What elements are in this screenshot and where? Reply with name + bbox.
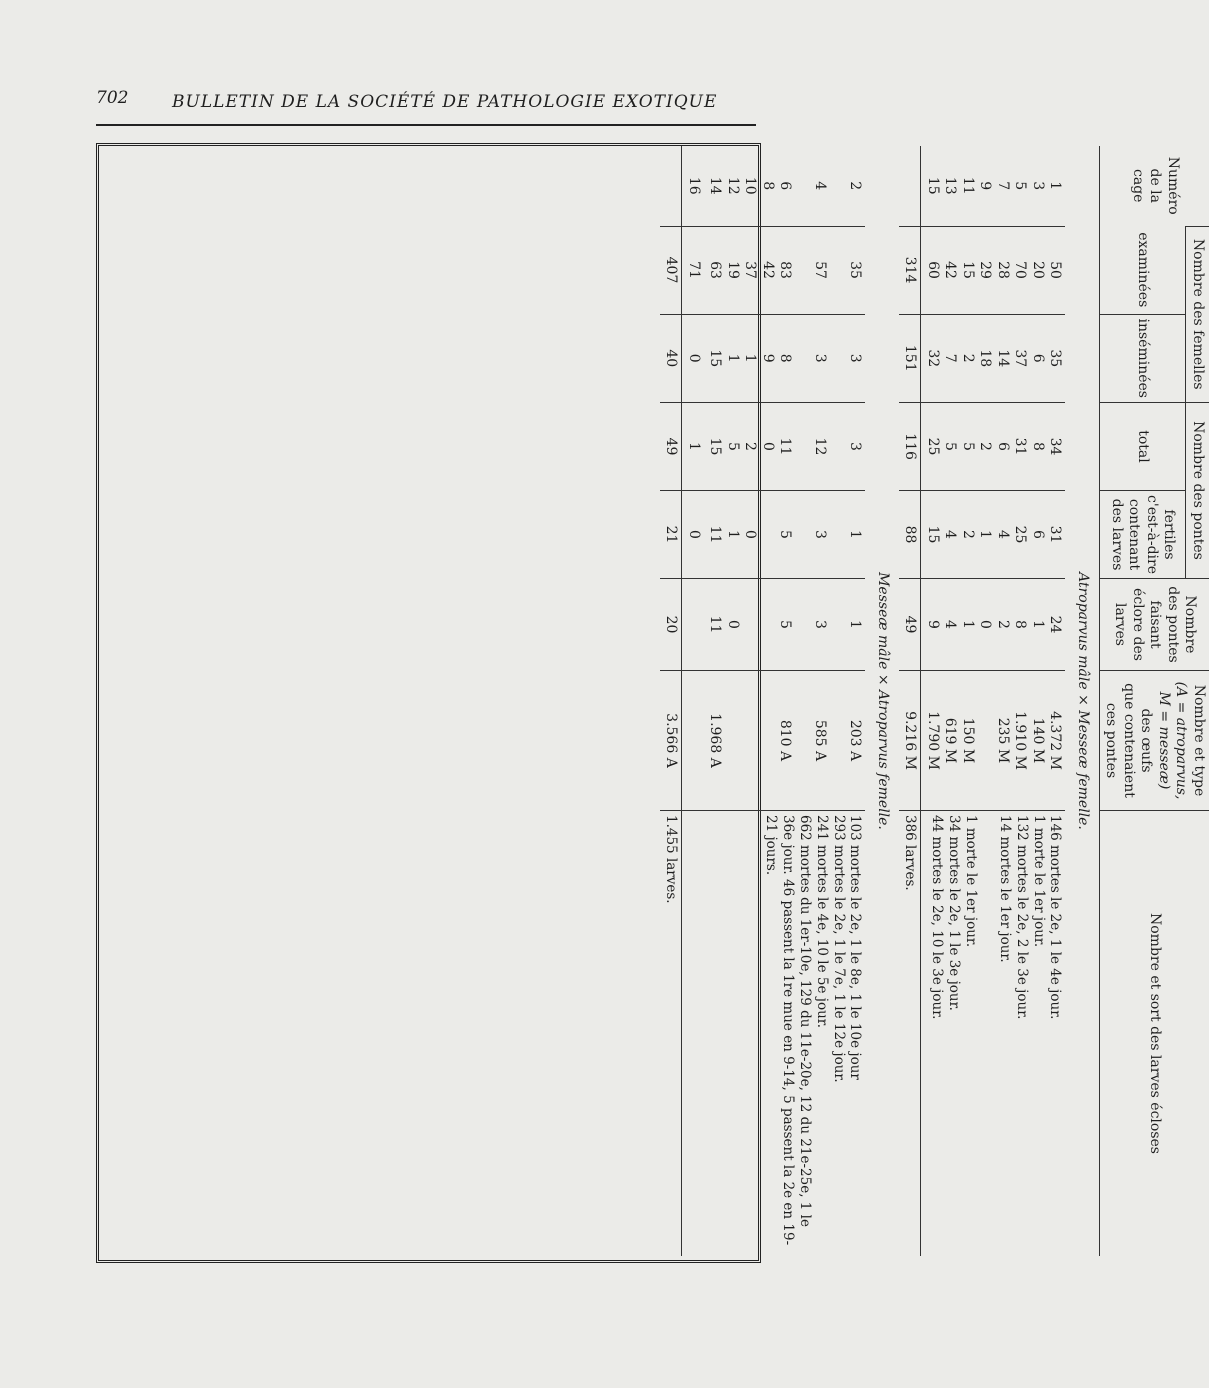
section2-oeufs-value <box>724 675 742 806</box>
section1-fertiles-value: 4 <box>942 530 959 539</box>
section1-larves-note <box>979 815 996 1252</box>
section2-inseminees-value: 3 <box>812 353 829 363</box>
section2-sum-larves: 1.455 larves. <box>660 811 682 1257</box>
section1-eclore-value: 4 <box>942 620 959 629</box>
section2-examinees-value: 19 <box>725 261 741 279</box>
section2-oeufs-value <box>759 675 777 806</box>
header-larves: Nombre et sort des larves écloses <box>1100 811 1209 1257</box>
section2-fertiles-value: 5 <box>777 530 794 539</box>
section1-larves-note: 34 mortes le 2e, 1 le 3e jour. <box>946 815 963 1011</box>
header-cage: Numéro de la cage <box>1100 146 1209 226</box>
section2-eclore-value: 3 <box>812 620 829 629</box>
section2-examinees-value: 57 <box>812 261 829 279</box>
section2-cage: 10 <box>742 176 759 195</box>
header-eclore: Nombre des pontes faisant éclore des larves <box>1100 579 1209 671</box>
section1-inseminees-value: 35 <box>1047 349 1064 368</box>
section1-oeufs-value: 1.790 M <box>925 711 941 770</box>
section2-cage: 14 <box>707 176 724 195</box>
header-examinees: examinées <box>1100 226 1186 314</box>
header-oeufs-line-3: M = messeæ) <box>1156 691 1172 790</box>
section1-total-value: 31 <box>1012 437 1029 456</box>
section1-oeufs-cell <box>921 671 1066 811</box>
section2-oeufs-value <box>741 675 759 806</box>
section2-sum-eclore: 20 <box>660 579 682 671</box>
section1-inseminees-value: 14 <box>995 349 1011 368</box>
section1-examinees-value: 29 <box>977 261 994 279</box>
section2-examinees-value: 63 <box>707 261 724 279</box>
header-oeufs-line-5: que contenaient <box>1121 683 1137 798</box>
section2-inseminees-cell <box>704 314 866 403</box>
section2-examinees-value: 35 <box>847 261 864 279</box>
section1-eclore-value: 0 <box>977 620 994 629</box>
section2-row16-cage: 16 <box>686 176 702 195</box>
section2-fertiles-value: 1 <box>725 530 741 539</box>
section2-title-row <box>866 146 900 1256</box>
section1-cages-cell <box>921 146 1066 226</box>
header-inseminees: inséminées <box>1100 314 1186 403</box>
section1-sum-examinees: 314 <box>899 226 921 314</box>
section2-eclore-value: 11 <box>707 615 724 634</box>
section1-examinees-value: 15 <box>960 261 976 279</box>
section1-larves-note: 146 mortes le 2e, 1 le 4e jour. <box>1047 815 1064 1020</box>
header-pontes: Nombre des pontes <box>1185 403 1209 579</box>
section1-fertiles-cell <box>921 491 1066 579</box>
section1-fertiles-value: 15 <box>925 525 941 544</box>
section1-fertiles-value: 2 <box>960 530 976 539</box>
section2-total-value: 2 <box>742 442 759 451</box>
section2-cage: 8 <box>760 181 776 191</box>
section2-cages-cell <box>704 146 866 226</box>
section2-title: Messeæ mâle × Atroparvus femelle. <box>875 572 891 830</box>
section2-larves-note: 103 mortes le 2e, 1 le 8e, 1 le 10e jour <box>847 815 864 1080</box>
section2-cage: 4 <box>812 181 829 191</box>
data-table-frame <box>96 143 1207 1263</box>
header-femelles: Nombre des femelles <box>1185 226 1209 403</box>
section1-sum-eclore: 49 <box>899 579 921 671</box>
section2-total-cell <box>704 403 866 491</box>
data-table <box>660 146 1209 1256</box>
section2-fertiles-value: 11 <box>707 525 724 544</box>
section2-eclore-value: 5 <box>777 620 794 629</box>
section1-title-row <box>1066 146 1100 1256</box>
section1-examinees-value: 60 <box>925 261 941 279</box>
section1-title: Atroparvus mâle × Messeæ femelle. <box>1075 572 1091 830</box>
section2-oeufs-cell <box>704 671 866 811</box>
section1-examinees-value: 42 <box>942 261 959 279</box>
section1-total-value: 25 <box>925 437 941 456</box>
section2-fertiles-value: 1 <box>847 530 864 539</box>
section2-total-value: 5 <box>725 442 741 451</box>
section2-inseminees-value: 9 <box>760 353 776 363</box>
section1-total-value: 8 <box>1030 442 1046 451</box>
section1-fertiles-value: 25 <box>1012 525 1029 544</box>
section2-row16-total: 1 <box>682 403 704 491</box>
header-rule <box>96 124 756 126</box>
section2-row16-oeufs <box>682 671 704 811</box>
section2-examinees-cell <box>704 226 866 314</box>
section1-oeufs-value: 619 M <box>942 717 959 764</box>
section1-total-row <box>899 146 921 1256</box>
section2-eclore-value: 0 <box>725 620 741 629</box>
section2-oeufs-value: 810 A <box>777 719 794 762</box>
section1-oeufs-value: 140 M <box>1030 717 1046 764</box>
section2-eclore-value <box>741 583 759 666</box>
section1-inseminees-value: 6 <box>1030 353 1046 363</box>
section2-sum-examinees: 407 <box>660 226 682 314</box>
section1-cage: 1 <box>1047 181 1064 191</box>
section1-oeufs-value: 1.910 M <box>1012 711 1029 770</box>
section1-fertiles-value: 6 <box>1030 530 1046 539</box>
section2-larves-note: 293 mortes le 2e, 1 le 7e, 1 le 12e jour. <box>830 815 847 1083</box>
section2-inseminees-value: 1 <box>742 353 759 363</box>
section1-sum-total: 116 <box>899 403 921 491</box>
header-fertiles: fertiles c'est-à-dire contenant des larves <box>1100 491 1186 579</box>
section1-fertiles-value: 4 <box>995 530 1011 539</box>
section2-fertiles-value: 3 <box>812 530 829 539</box>
section1-eclore-cell <box>921 579 1066 671</box>
header-oeufs-line-2: (A = atroparvus, <box>1173 681 1190 800</box>
section2-total-value: 15 <box>707 437 724 456</box>
header-oeufs-line-4: des œufs <box>1138 708 1155 773</box>
section1-inseminees-value: 37 <box>1012 349 1029 368</box>
section1-cage: 3 <box>1030 181 1046 191</box>
section2-eclore-value <box>759 583 777 666</box>
section1-cage: 5 <box>1012 181 1029 191</box>
section1-oeufs-value: 235 M <box>995 717 1011 764</box>
section1-fertiles-value: 31 <box>1047 525 1064 544</box>
running-head: BULLETIN DE LA SOCIÉTÉ DE PATHOLOGIE EXOTIQUE <box>172 92 718 112</box>
section2-row16-examinees: 71 <box>682 226 704 314</box>
section1-oeufs-value <box>976 675 994 806</box>
section2-inseminees-value: 8 <box>777 353 794 363</box>
section2-eclore-value: 1 <box>847 620 864 629</box>
section2-total-row <box>660 146 682 1256</box>
section2-inseminees-value: 3 <box>847 353 864 363</box>
section1-oeufs-value: 150 M <box>960 717 976 764</box>
section2-cage: 6 <box>777 181 794 191</box>
section1-sum-cage <box>899 146 921 226</box>
section1-total-value: 5 <box>942 442 959 451</box>
section1-inseminees-value: 2 <box>960 353 976 363</box>
section1-total-cell <box>921 403 1066 491</box>
section2-fertiles-cell <box>704 491 866 579</box>
section1-examinees-value: 20 <box>1030 261 1046 279</box>
section2-row16-inseminees: 0 <box>682 314 704 403</box>
section2-oeufs-value: 203 A <box>847 719 864 762</box>
section2-larves-note: 662 mortes du 1er-10e, 129 du 11e-20e, 12 du 21e-25e, 1 le 36e jour. 46 passent la 1re mue en 9-14, 5 passent la 2e en 19-21 jours. <box>763 815 813 1246</box>
section2-row16-eclore <box>682 579 704 671</box>
section2-examinees-value: 83 <box>777 261 794 279</box>
section1-cage: 13 <box>942 176 959 195</box>
section2-body-row <box>704 146 866 1256</box>
section2-sum-cage <box>660 146 682 226</box>
section1-larves-note: 132 mortes le 2e, 2 le 3e jour. <box>1013 815 1030 1020</box>
section2-inseminees-value: 1 <box>725 353 741 363</box>
section2-cage: 2 <box>847 181 864 191</box>
section1-eclore-value: 24 <box>1047 615 1064 634</box>
section1-inseminees-cell <box>921 314 1066 403</box>
section1-inseminees-value: 7 <box>942 353 959 363</box>
section2-sum-fertiles: 21 <box>660 491 682 579</box>
section1-body-row <box>921 146 1066 1256</box>
section1-larves-cell <box>921 811 1066 1257</box>
section1-examinees-value: 28 <box>995 261 1011 279</box>
section2-cage16-row <box>682 146 704 1256</box>
section2-sum-inseminees: 40 <box>660 314 682 403</box>
section1-examinees-cell <box>921 226 1066 314</box>
section1-larves-note: 44 mortes le 2e, 10 le 3e jour. <box>929 815 946 1020</box>
section1-inseminees-value: 32 <box>925 349 941 368</box>
section1-oeufs-value: 4.372 M <box>1047 711 1064 770</box>
section1-cage: 15 <box>925 176 941 195</box>
section2-total-value: 12 <box>812 437 829 456</box>
section1-larves-note: 1 morte le 1er jour. <box>963 815 980 948</box>
section2-fertiles-value <box>759 495 777 574</box>
section2-fertiles-value: 0 <box>742 530 759 539</box>
section2-inseminees-value: 15 <box>707 349 724 368</box>
section1-total-value: 34 <box>1047 437 1064 456</box>
section2-total-value: 0 <box>760 442 776 451</box>
section1-total-value: 6 <box>995 442 1011 451</box>
section1-total-value: 5 <box>960 442 976 451</box>
header-oeufs-line-1: Nombre et type <box>1191 684 1207 797</box>
section1-sum-fertiles: 88 <box>899 491 921 579</box>
section2-larves-note: 241 mortes le 4e, 10 le 5e jour. <box>813 815 830 1029</box>
section1-sum-inseminees: 151 <box>899 314 921 403</box>
section2-row16-fertiles: 0 <box>682 491 704 579</box>
section2-sum-oeufs: 3.566 A <box>660 671 682 811</box>
section1-total-value: 2 <box>977 442 994 451</box>
section2-total-value: 3 <box>847 442 864 451</box>
section1-examinees-value: 70 <box>1012 261 1029 279</box>
section1-inseminees-value: 18 <box>977 349 994 368</box>
section2-row16-larves <box>682 811 704 1257</box>
section1-cage: 7 <box>995 181 1011 191</box>
section2-oeufs-value: 585 A <box>812 719 829 762</box>
section1-larves-note: 1 morte le 1er jour. <box>1030 815 1047 948</box>
section2-examinees-value: 37 <box>742 261 759 279</box>
header-oeufs <box>1100 671 1209 811</box>
section1-eclore-value: 8 <box>1012 620 1029 629</box>
section1-examinees-value: 50 <box>1047 261 1064 279</box>
section1-eclore-value: 9 <box>925 620 941 629</box>
section1-cage: 11 <box>960 176 976 195</box>
section2-eclore-cell <box>704 579 866 671</box>
header-total: total <box>1100 403 1186 491</box>
section1-sum-oeufs: 9.216 M <box>899 671 921 811</box>
page-number: 702 <box>96 88 129 108</box>
section1-cage: 9 <box>977 181 994 191</box>
rotated-table-container <box>549 146 1209 1256</box>
section1-larves-note: 14 mortes le 1er jour. <box>996 815 1013 963</box>
header-oeufs-line-6: ces pontes <box>1103 702 1120 779</box>
section2-examinees-value: 42 <box>760 261 776 279</box>
section1-sum-larves: 386 larves. <box>899 811 921 1257</box>
section1-eclore-value: 2 <box>995 620 1011 629</box>
section1-eclore-value: 1 <box>960 620 976 629</box>
section1-fertiles-value: 1 <box>977 530 994 539</box>
section2-total-value: 11 <box>777 437 794 456</box>
section2-sum-total: 49 <box>660 403 682 491</box>
section2-cage: 12 <box>725 176 741 195</box>
section2-oeufs-value: 1.968 A <box>707 713 724 768</box>
section2-larves-cell <box>704 811 866 1257</box>
section1-eclore-value: 1 <box>1030 620 1046 629</box>
